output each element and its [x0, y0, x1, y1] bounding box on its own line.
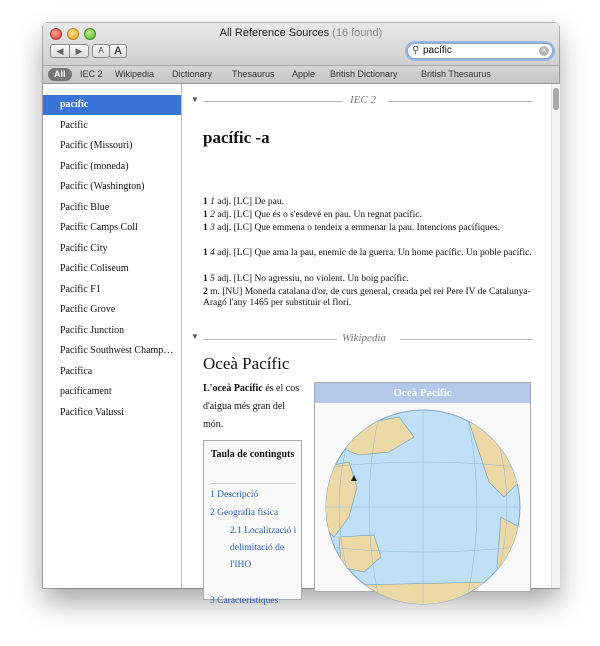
sense-text: adj. [LC] No agressiu, no violent. Un boig pacífic.	[217, 274, 409, 284]
decrease-font-button[interactable]: A	[92, 44, 110, 58]
sense-text: adj. [LC] Que emmena o tendeix a emmenar la pau. Intencions pacífiques.	[217, 223, 501, 233]
search-field[interactable]	[407, 43, 553, 59]
wiki-intro-text: és el cos d'aigua més gran del món.	[203, 383, 300, 430]
scope-iec2[interactable]: IEC 2	[80, 69, 103, 79]
result-item[interactable]: Pacific (Missouri)	[60, 140, 133, 151]
result-item[interactable]: Pacific City	[60, 243, 108, 254]
results-sidebar	[43, 84, 182, 588]
sense-number: 1	[203, 274, 208, 284]
infobox-title: Oceà Pacífic	[315, 383, 530, 403]
table-of-contents	[203, 440, 302, 606]
sense-text: adj. [LC] Que ama la pau, enemic de la guerra. Un home pacífic. Un poble pacífic.	[217, 248, 532, 258]
scope-wikipedia[interactable]: Wikipedia	[115, 69, 155, 79]
sense-text: adj. [LC] Que és o s'esdevé en pau. Un regnat pacífic.	[217, 210, 422, 220]
window-title	[43, 27, 559, 39]
sense-subnumber: 2	[210, 210, 215, 220]
result-item[interactable]: Pacific	[60, 120, 88, 131]
result-item[interactable]: Pacific Grove	[60, 304, 116, 315]
toc-title: Taula de continguts	[210, 449, 295, 460]
pacific-ocean-globe-map	[319, 407, 526, 592]
toc-divider	[210, 483, 296, 484]
result-item[interactable]: Pacific Southwest Champ…	[60, 345, 174, 356]
result-item[interactable]: Pacific Coliseum	[60, 263, 129, 274]
vertical-scrollbar[interactable]	[551, 84, 560, 588]
sense-text: adj. [LC] De pau.	[217, 197, 284, 207]
sense-line	[203, 210, 538, 221]
result-count: (16 found)	[332, 27, 383, 39]
increase-font-button[interactable]: A	[109, 44, 127, 58]
section-divider	[203, 101, 343, 102]
scope-british-thesaurus[interactable]: British Thesaurus	[421, 69, 491, 79]
scope-apple[interactable]: Apple	[292, 69, 316, 79]
collapse-triangle-icon[interactable]: ▼	[191, 95, 199, 104]
search-input[interactable]: pacífic	[423, 45, 452, 56]
sense-subnumber: 3	[210, 223, 215, 233]
toc-link[interactable]: 1 Descripció	[210, 490, 259, 500]
toc-link[interactable]: 3 Característiques	[210, 596, 279, 606]
toc-link[interactable]: 2 Geografia física	[210, 508, 279, 518]
sense-line	[203, 248, 538, 259]
sense-subnumber: 1	[210, 197, 215, 207]
result-item[interactable]: Pacifico Valussi	[60, 407, 124, 418]
sense-number: 1	[203, 223, 208, 233]
result-item[interactable]: Pacific F1	[60, 284, 101, 295]
scope-dictionary[interactable]: Dictionary	[172, 69, 213, 79]
sense-line	[203, 197, 538, 208]
result-item[interactable]: Pacific Junction	[60, 325, 125, 336]
sense-number: 2	[203, 287, 208, 297]
forward-button[interactable]: ▶	[69, 44, 89, 58]
wiki-infobox	[314, 382, 531, 592]
section-divider	[203, 339, 337, 340]
section-title-wikipedia: Wikipedia	[342, 332, 386, 344]
wiki-intro-bold: L'oceà Pacífic	[203, 383, 263, 394]
section-title-iec2: IEC 2	[350, 94, 376, 106]
section-divider	[388, 101, 533, 102]
back-button[interactable]: ◀	[50, 44, 70, 58]
headword: pacífic -a	[203, 128, 270, 147]
wiki-article-title: Oceà Pacífic	[203, 354, 290, 373]
result-item[interactable]: Pacific Blue	[60, 202, 110, 213]
sense-subnumber: 4	[210, 248, 215, 258]
window-title-text: All Reference Sources	[219, 27, 330, 39]
sense-subnumber: 5	[210, 274, 215, 284]
result-item[interactable]: Pacific (Washington)	[60, 181, 145, 192]
result-item[interactable]: Pacifica	[60, 366, 93, 377]
dictionary-window	[43, 23, 559, 606]
scope-thesaurus[interactable]: Thesaurus	[232, 69, 275, 79]
titlebar	[43, 23, 559, 66]
scope-all[interactable]: All	[48, 68, 72, 81]
sense-number: 1	[203, 248, 208, 258]
sense-line	[203, 287, 538, 309]
result-item[interactable]: Pacific Camps Coll	[60, 222, 138, 233]
sense-line	[203, 274, 538, 285]
toc-link[interactable]: 2.1 Localització i delimitació de l'IHO	[230, 526, 297, 570]
scroll-thumb[interactable]	[553, 88, 559, 110]
sense-line	[203, 223, 538, 234]
entry-content	[182, 84, 551, 606]
clear-search-icon[interactable]: ×	[539, 46, 549, 56]
result-item[interactable]: pacífic	[43, 95, 181, 115]
sense-number: 1	[203, 210, 208, 220]
collapse-triangle-icon[interactable]: ▼	[191, 332, 199, 341]
magnifier-icon: ⚲	[412, 45, 420, 56]
result-item[interactable]: Pacific (moneda)	[60, 161, 129, 172]
source-scope-bar	[43, 66, 559, 84]
sense-text: m. [NU] Moneda catalana d'or, de curs general, creada pel rei Pere IV de Catalunya-Aragó l'any 1465 per substituir el florí.	[203, 287, 531, 308]
sense-number: 1	[203, 197, 208, 207]
wiki-intro	[203, 380, 305, 434]
scope-british-dictionary[interactable]: British Dictionary	[330, 69, 398, 79]
result-item[interactable]: pacíficament	[60, 386, 112, 397]
section-divider	[400, 339, 533, 340]
